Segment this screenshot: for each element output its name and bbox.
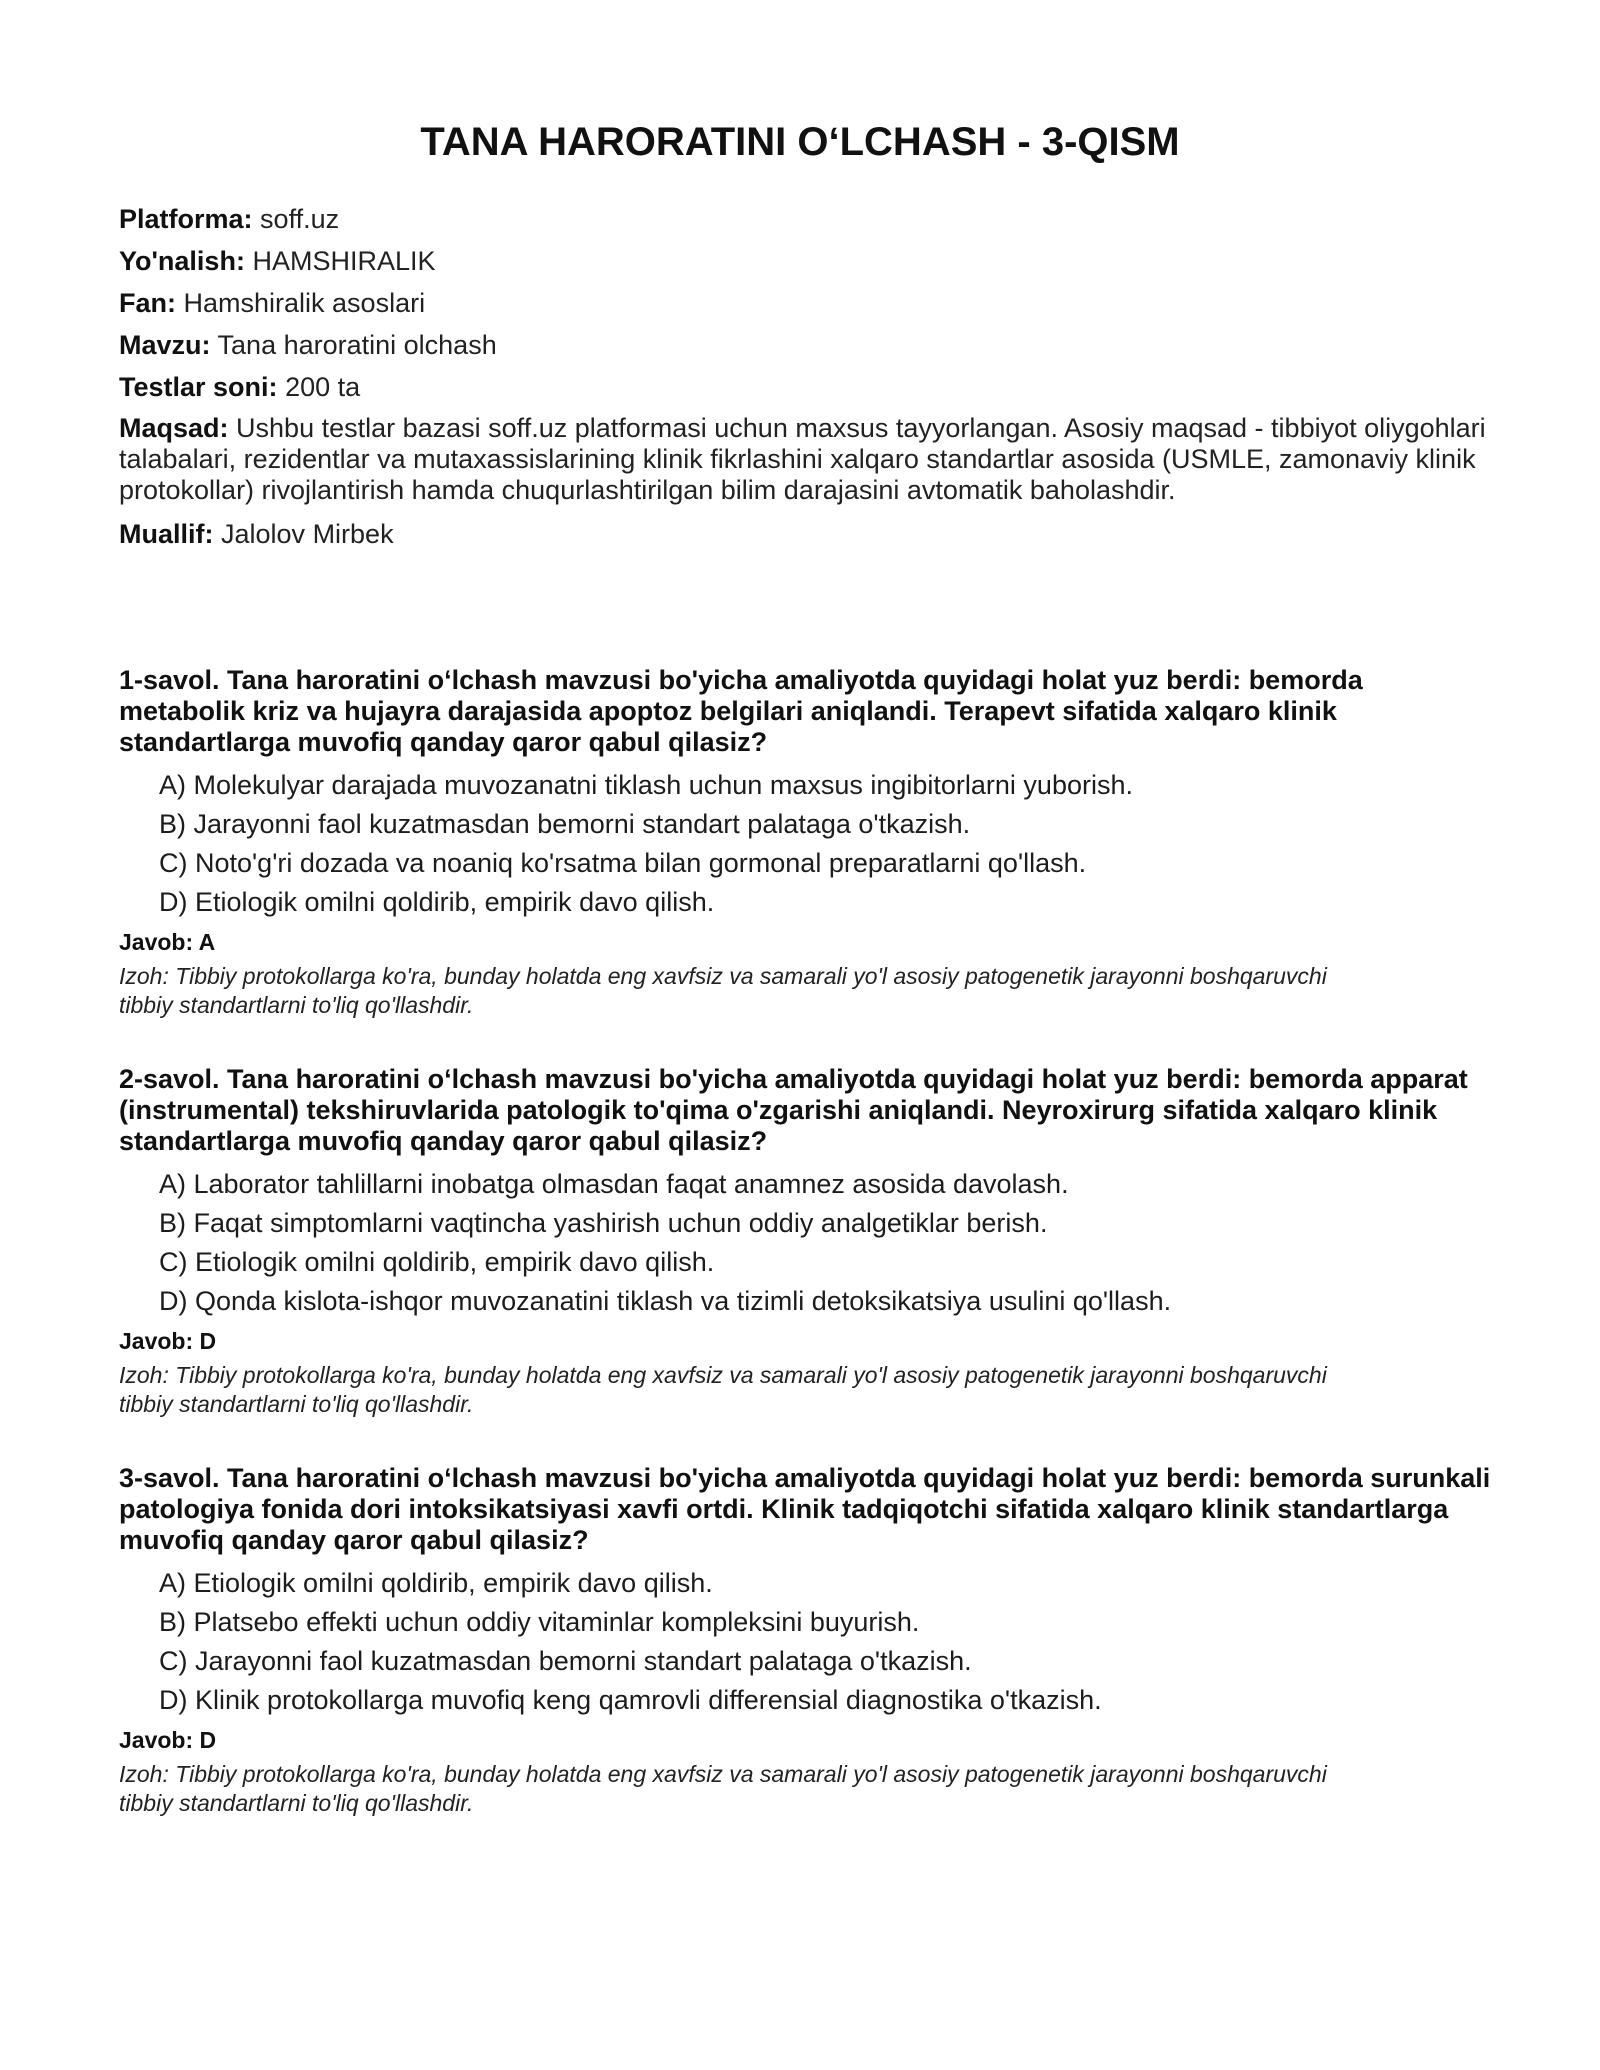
question-text: 1-savol. Tana haroratini o‘lchash mavzusi bo'yicha amaliyotda quyidagi holat yuz berdi: bemorda metabolik kriz va hujayra darajasida apoptoz belgilari aniqlandi. Terapevt sifatida xalqaro klinik standartlarga muvofiq qanday qaror qabul qilasiz? bbox=[119, 665, 1363, 757]
question-text: 2-savol. Tana haroratini o‘lchash mavzusi bo'yicha amaliyotda quyidagi holat yuz berdi: bemorda apparat (instrumental) tekshiruvlarida patologik to'qima o'zgarishi aniqlandi. Neyroxirurg sifatida xalqaro klinik standartlarga muvofiq qanday qaror qabul qilasiz? bbox=[119, 1064, 1468, 1156]
meta-label: Platforma: bbox=[119, 204, 253, 234]
option-b: B) Faqat simptomlarni vaqtincha yashirish uchun oddiy analgetiklar berish. bbox=[159, 1208, 1048, 1238]
option-b: B) Jarayonni faol kuzatmasdan bemorni standart palataga o'tkazish. bbox=[159, 809, 971, 839]
meta-label: Fan: bbox=[119, 288, 176, 318]
meta-label: Mavzu: bbox=[119, 330, 211, 360]
option-d: D) Klinik protokollarga muvofiq keng qamrovli differensial diagnostika o'tkazish. bbox=[159, 1685, 1102, 1715]
document-title: TANA HARORATINI O‘LCHASH - 3-QISM bbox=[420, 120, 1180, 164]
meta-yonalish bbox=[119, 245, 1489, 277]
option-c: C) Noto'g'ri dozada va noaniq ko'rsatma bilan gormonal preparatlarni qo'llash. bbox=[159, 848, 1087, 878]
meta-fan bbox=[119, 287, 1489, 319]
meta-value: HAMSHIRALIK bbox=[252, 246, 436, 276]
meta-value: 200 ta bbox=[285, 372, 361, 402]
answer-line: Javob: A bbox=[119, 929, 216, 955]
question-2 bbox=[119, 1064, 1494, 1419]
option-b: B) Platsebo effekti uchun oddiy vitaminlar kompleksini buyurish. bbox=[159, 1607, 920, 1637]
meta-maqsad bbox=[119, 413, 1489, 506]
questions-section bbox=[119, 665, 1494, 1862]
meta-value: Ushbu testlar bazasi soff.uz platformasi uchun maxsus tayyorlangan. Asosiy maqsad - tibbiyot oliygohlari talabalari, rezidentlar va mutaxassislarining klinik fikrlashini xalqaro standartlar asosida (USMLE, zamonaviy klinik protokollar) rivojlantirish hamda chuqurlashtirilgan bilim darajasini avtomatik baholashdir. bbox=[119, 413, 1486, 505]
meta-label: Testlar soni: bbox=[119, 372, 278, 402]
meta-label: Muallif: bbox=[119, 519, 214, 549]
option-a: A) Etiologik omilni qoldirib, empirik davo qilish. bbox=[159, 1568, 713, 1598]
option-a: A) Laborator tahlillarni inobatga olmasdan faqat anamnez asosida davolash. bbox=[159, 1169, 1069, 1199]
option-c: C) Jarayonni faol kuzatmasdan bemorni standart palataga o'tkazish. bbox=[159, 1646, 972, 1676]
meta-label: Maqsad: bbox=[119, 413, 229, 443]
option-list bbox=[119, 1568, 1494, 1716]
option-c: C) Etiologik omilni qoldirib, empirik davo qilish. bbox=[159, 1247, 715, 1277]
answer-line: Javob: D bbox=[119, 1328, 217, 1354]
option-d: D) Qonda kislota-ishqor muvozanatini tiklash va tizimli detoksikatsiya usulini qo'llash. bbox=[159, 1286, 1172, 1316]
meta-value: Jalolov Mirbek bbox=[221, 519, 394, 549]
option-list bbox=[119, 1169, 1494, 1317]
meta-platforma bbox=[119, 203, 1489, 235]
meta-value: soff.uz bbox=[260, 204, 340, 234]
answer-line: Javob: D bbox=[119, 1727, 217, 1753]
question-1 bbox=[119, 665, 1494, 1020]
metadata-section bbox=[119, 203, 1489, 560]
option-list bbox=[119, 770, 1494, 918]
meta-mavzu bbox=[119, 329, 1489, 361]
option-a: A) Molekulyar darajada muvozanatni tiklash uchun maxsus ingibitorlarni yuborish. bbox=[159, 770, 1133, 800]
question-text: 3-savol. Tana haroratini o‘lchash mavzusi bo'yicha amaliyotda quyidagi holat yuz berdi: bemorda surunkali patologiya fonida dori intoksikatsiyasi xavfi ortdi. Klinik tadqiqotchi sifatida xalqaro klinik standartlarga muvofiq qanday qaror qabul qilasiz? bbox=[119, 1463, 1491, 1555]
meta-value: Hamshiralik asoslari bbox=[183, 288, 426, 318]
explanation-text: Izoh: Tibbiy protokollarga ko'ra, bunday holatda eng xavfsiz va samarali yo'l asosiy patogenetik jarayonni boshqaruvchi tibbiy standartlarni to'liq qo'llashdir. bbox=[119, 963, 1327, 1018]
meta-testlar-soni bbox=[119, 371, 1489, 403]
meta-value: Tana haroratini olchash bbox=[217, 330, 497, 360]
meta-muallif bbox=[119, 518, 1489, 550]
explanation-text: Izoh: Tibbiy protokollarga ko'ra, bunday holatda eng xavfsiz va samarali yo'l asosiy patogenetik jarayonni boshqaruvchi tibbiy standartlarni to'liq qo'llashdir. bbox=[119, 1362, 1327, 1417]
option-d: D) Etiologik omilni qoldirib, empirik davo qilish. bbox=[159, 887, 715, 917]
meta-label: Yo'nalish: bbox=[119, 246, 245, 276]
explanation-text: Izoh: Tibbiy protokollarga ko'ra, bunday holatda eng xavfsiz va samarali yo'l asosiy patogenetik jarayonni boshqaruvchi tibbiy standartlarni to'liq qo'llashdir. bbox=[119, 1761, 1327, 1816]
question-3 bbox=[119, 1463, 1494, 1818]
